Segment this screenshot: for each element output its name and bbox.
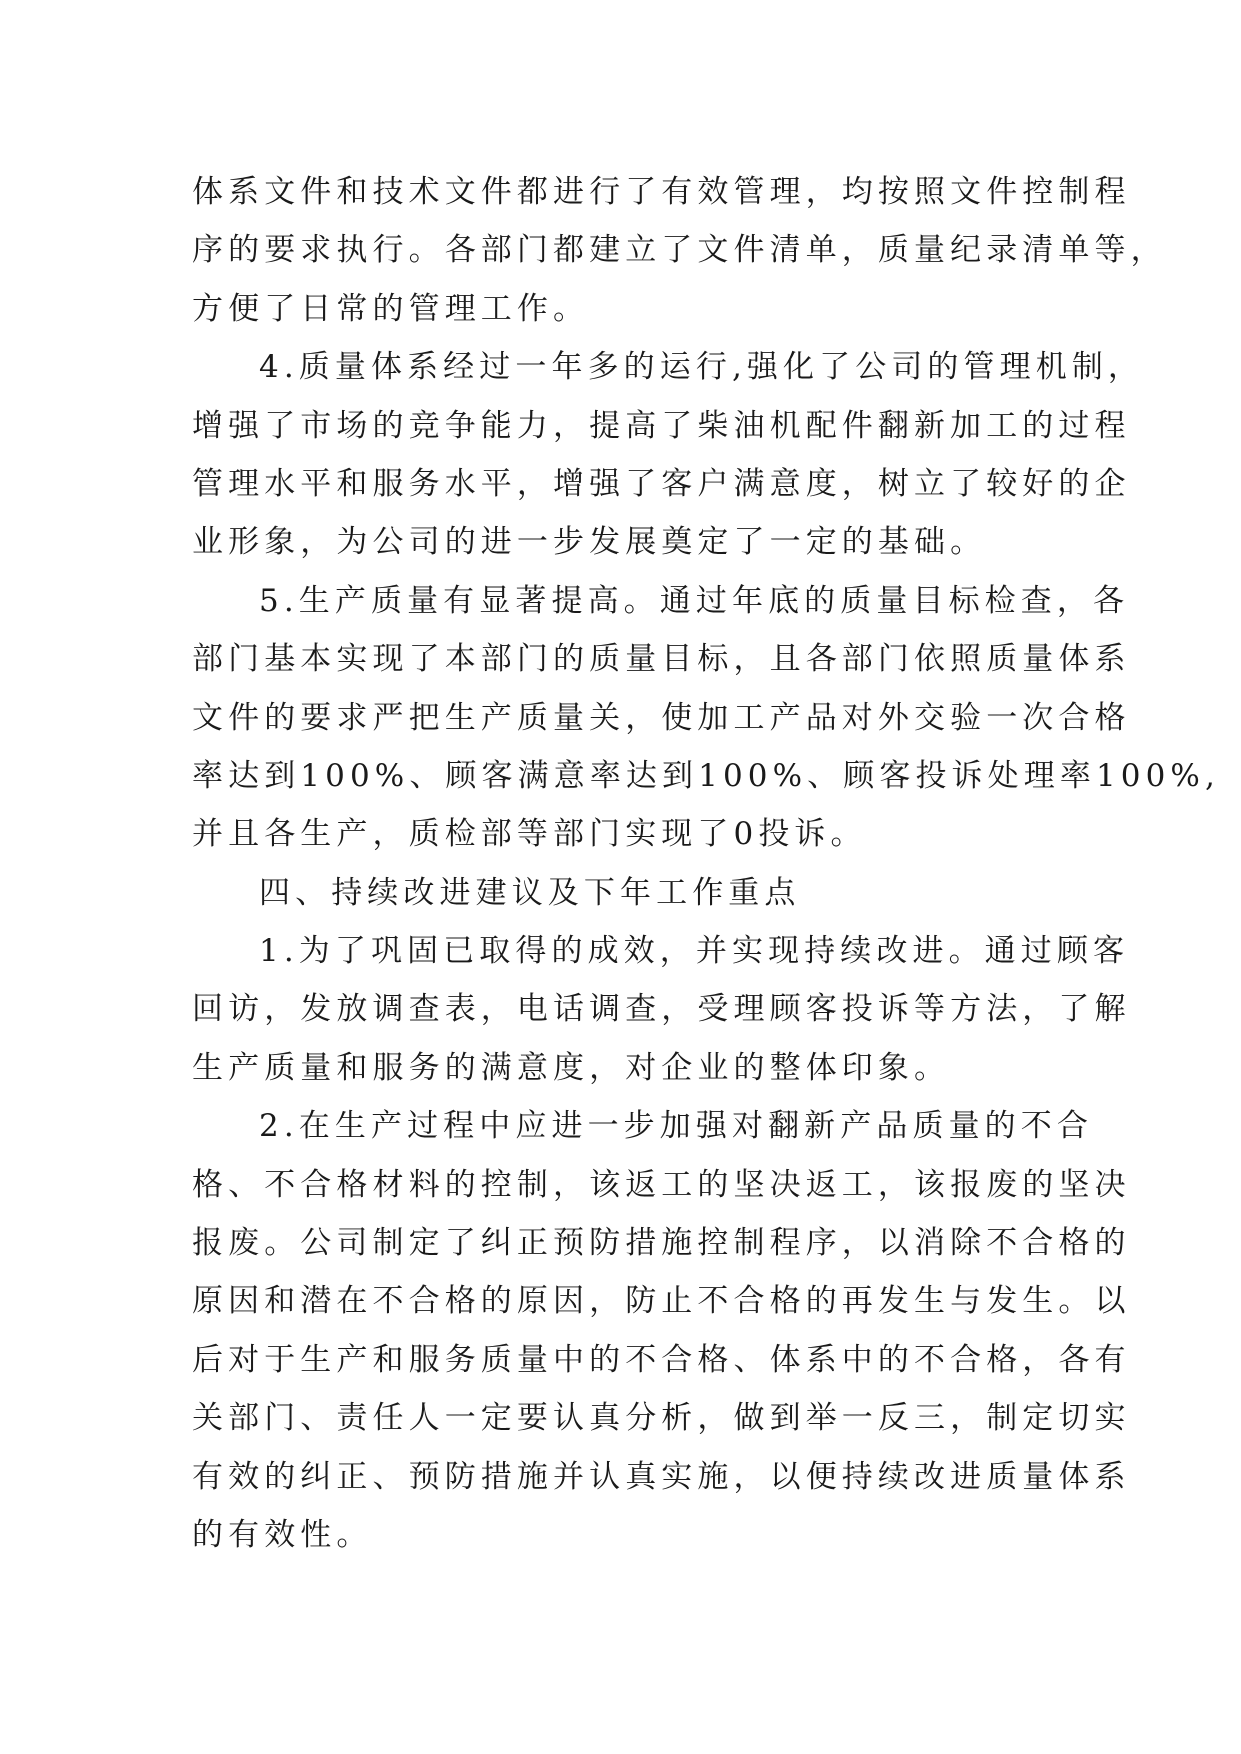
paragraph-item-5	[192, 572, 1220, 864]
text-line: 并且各生产，质检部等部门实现了0投诉。	[192, 816, 867, 853]
text-line: 方便了日常的管理工作。	[192, 290, 590, 327]
text-line: 体系文件和技术文件都进行了有效管理，均按照文件控制程	[192, 174, 1131, 210]
text-line: 原因和潜在不合格的原因，防止不合格的再发生与发生。以	[192, 1283, 1131, 1320]
text-line: 有效的纠正、预防措施并认真实施，以便持续改进质量体系	[192, 1458, 1131, 1495]
text-line: 4.质量体系经过一年多的运行,强化了公司的管理机制，	[259, 349, 1145, 386]
text-line: 关部门、责任人一定要认真分析，做到举一反三，制定切实	[192, 1400, 1131, 1437]
text-line: 率达到100%、顾客满意率达到100%、顾客投诉处理率100%,	[192, 757, 1220, 794]
paragraph-suggestion-2	[192, 1097, 1131, 1564]
text-line: 部门基本实现了本部门的质量目标，且各部门依照质量体系	[192, 641, 1131, 678]
text-line: 1.为了巩固已取得的成效，并实现持续改进。通过顾客	[259, 933, 1130, 970]
text-line: 序的要求执行。各部门都建立了文件清单，质量纪录清单等，	[192, 232, 1167, 269]
paragraph-item-4	[192, 338, 1145, 572]
text-line: 业形象，为公司的进一步发展奠定了一定的基础。	[192, 524, 987, 561]
text-line: 的有效性。	[192, 1516, 373, 1553]
paragraph-file-management	[192, 163, 1167, 338]
document-body	[192, 163, 1220, 1564]
text-line: 回访，发放调查表，电话调查，受理顾客投诉等方法，了解	[192, 991, 1131, 1028]
paragraph-suggestion-1	[192, 922, 1131, 1097]
section-heading: 四、持续改进建议及下年工作重点	[259, 874, 801, 911]
text-line: 格、不合格材料的控制，该返工的坚决返工，该报废的坚决	[192, 1166, 1131, 1203]
text-line: 管理水平和服务水平，增强了客户满意度，树立了较好的企	[192, 465, 1131, 502]
text-line: 增强了市场的竞争能力，提高了柴油机配件翻新加工的过程	[192, 407, 1131, 444]
text-line: 5.生产质量有显著提高。通过年底的质量目标检查，各	[259, 582, 1130, 619]
section-heading-continuous-improvement	[192, 864, 1064, 922]
text-line: 2.在生产过程中应进一步加强对翻新产品质量的不合	[259, 1108, 1093, 1145]
text-line: 生产质量和服务的满意度，对企业的整体印象。	[192, 1049, 951, 1086]
text-line: 后对于生产和服务质量中的不合格、体系中的不合格，各有	[192, 1341, 1131, 1378]
text-line: 文件的要求严把生产质量关，使加工产品对外交验一次合格	[192, 699, 1131, 736]
text-line: 报废。公司制定了纠正预防措施控制程序，以消除不合格的	[192, 1225, 1131, 1262]
